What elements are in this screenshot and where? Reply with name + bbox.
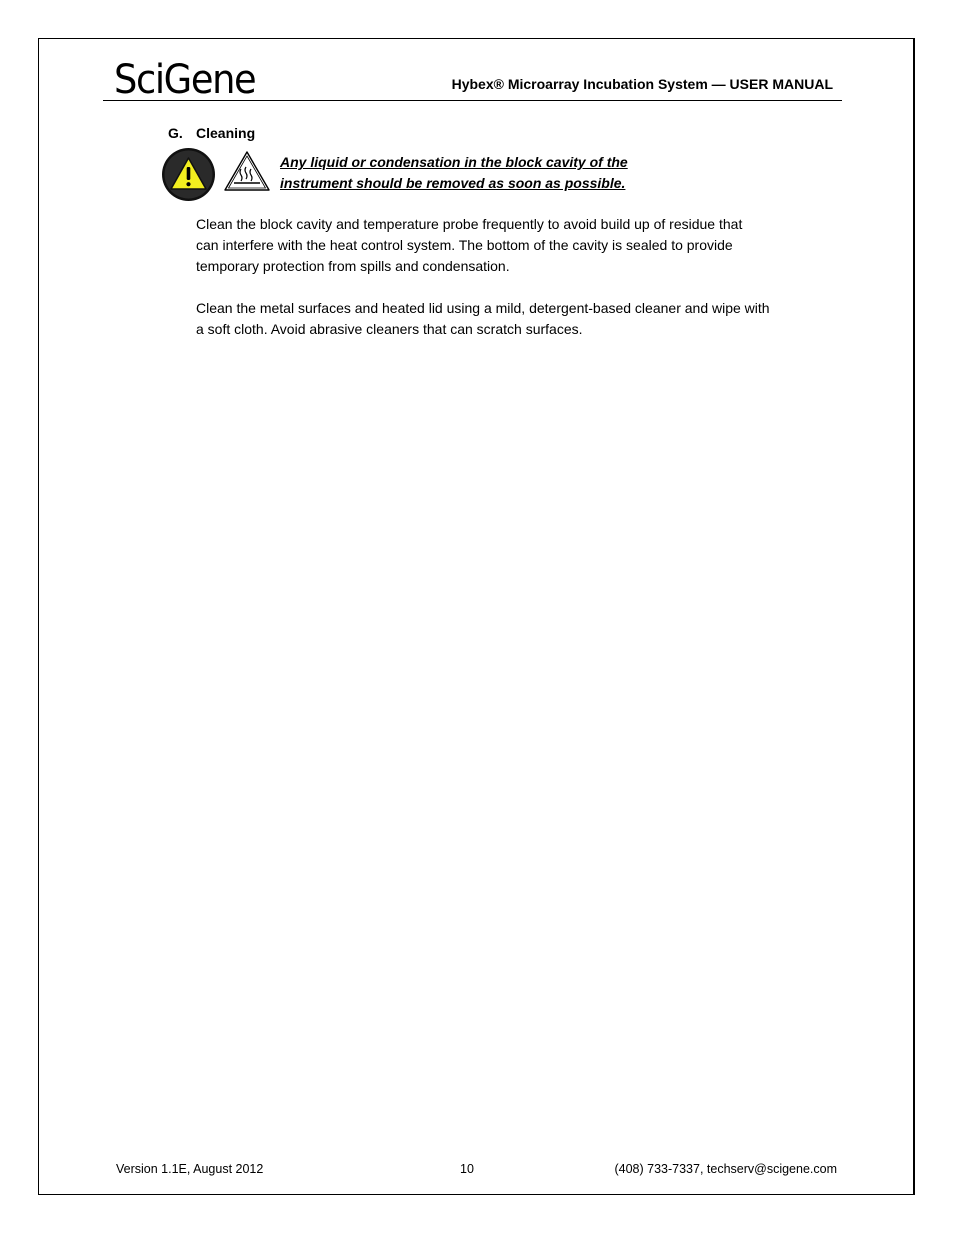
section-title: Cleaning <box>196 125 256 141</box>
paragraph-line: Clean the block cavity and temperature probe frequently to avoid build up of residue that <box>196 216 743 232</box>
page-border <box>38 38 915 1195</box>
paragraph-line: a soft cloth. Avoid abrasive cleaners that can scratch surfaces. <box>196 321 583 337</box>
hot-surface-icon <box>223 150 271 192</box>
paragraph-line: Clean the metal surfaces and heated lid using a mild, detergent-based cleaner and wipe with <box>196 300 770 316</box>
footer-version: Version 1.1E, August 2012 <box>116 1162 264 1176</box>
section-heading <box>168 124 255 142</box>
document-title: Hybex® Microarray Incubation System — USER MANUAL <box>451 76 833 92</box>
warning-line: Any liquid or condensation in the block cavity of the <box>280 154 628 170</box>
body-paragraph <box>196 298 846 340</box>
paragraph-line: temporary protection from spills and condensation. <box>196 258 510 274</box>
footer-contact: (408) 733-7337, techserv@scigene.com <box>614 1162 837 1176</box>
section-number: G. <box>168 125 183 141</box>
warning-message <box>280 152 680 194</box>
company-logo: SciGene <box>114 57 256 103</box>
caution-exclamation-icon <box>161 147 216 202</box>
paragraph-line: can interfere with the heat control system. The bottom of the cavity is sealed to provide <box>196 237 733 253</box>
footer-page-number: 10 <box>460 1162 474 1176</box>
header-divider <box>103 100 842 101</box>
warning-line: instrument should be removed as soon as possible. <box>280 175 626 191</box>
body-paragraph <box>196 214 846 277</box>
